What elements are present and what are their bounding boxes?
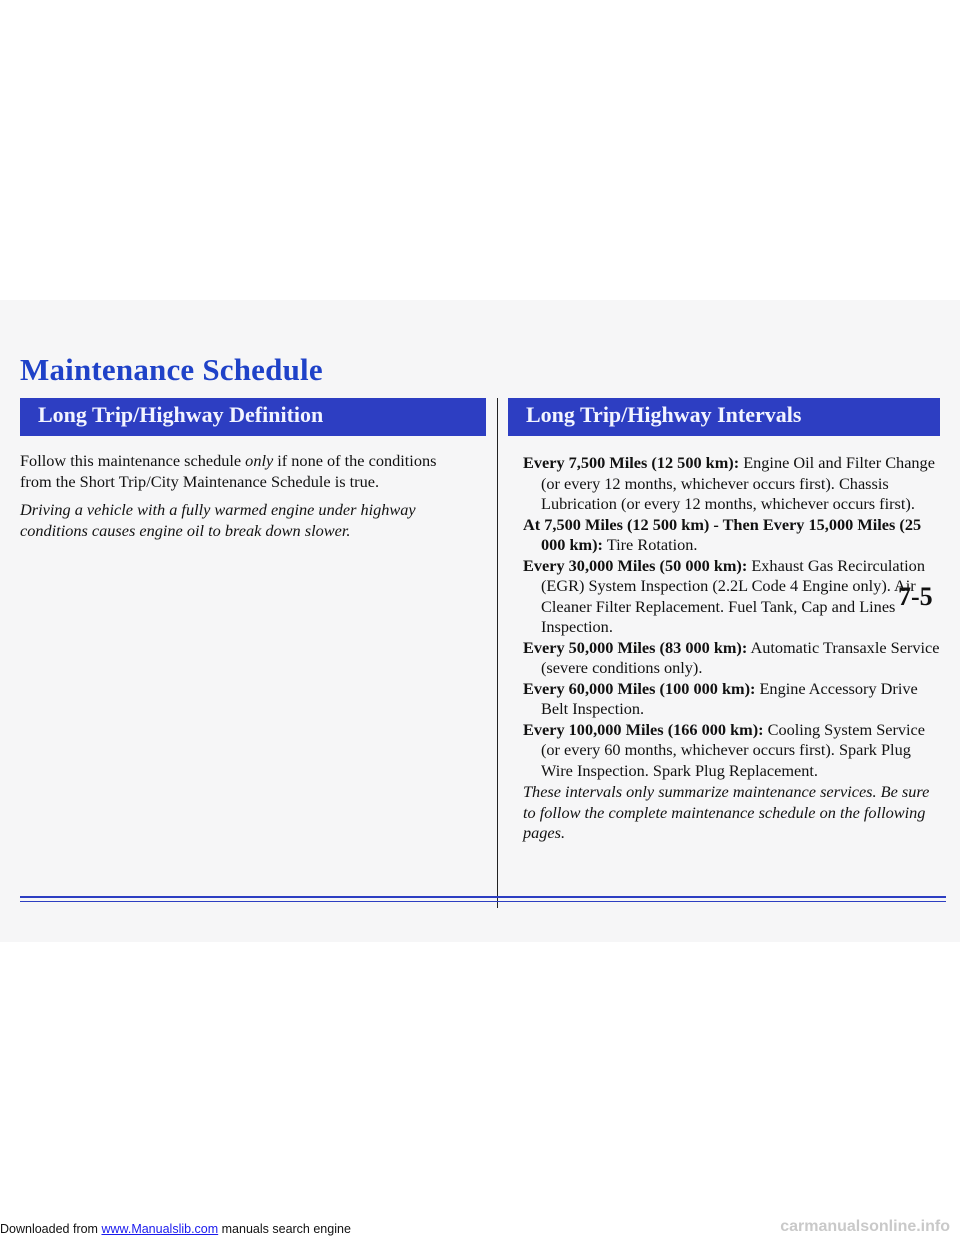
definition-paragraph [20, 451, 470, 492]
section-heading-definition: Long Trip/Highway Definition [20, 398, 486, 436]
intervals-column [523, 453, 943, 860]
download-footer [0, 1222, 351, 1236]
footer-suffix: manuals search engine [218, 1222, 351, 1236]
definition-note: Driving a vehicle with a fully warmed engine under highway conditions causes engine oil to break down slower. [20, 500, 416, 540]
definition-text-start: Follow this maintenance schedule [20, 451, 246, 470]
interval-entry [523, 515, 943, 556]
interval-entry [523, 453, 943, 515]
interval-text: Engine Oil and Filter Change (or every 12 months, whichever occurs first). Chassis Lubrication (or every 12 months, whichever occurs first). [541, 453, 935, 513]
page-title: Maintenance Schedule [20, 352, 323, 387]
interval-text: Automatic Transaxle Service (severe conditions only). [541, 637, 940, 677]
interval-label: Every 100,000 Miles (166 000 km): [523, 719, 764, 739]
rule-thick [20, 896, 946, 898]
interval-label: Every 7,500 Miles (12 500 km): [523, 453, 740, 472]
manual-page [0, 300, 960, 942]
interval-entry [523, 556, 943, 638]
interval-text: Engine Accessory Drive Belt Inspection. [541, 678, 918, 718]
rule-thin [20, 901, 946, 902]
manualslib-link[interactable]: www.Manualslib.com [101, 1222, 219, 1236]
definition-text-end: if none of the conditions from the Short Trip/City Maintenance Schedule is true. [20, 451, 437, 491]
interval-entry [523, 679, 943, 720]
watermark: carmanualsonline.info [780, 1218, 950, 1235]
footer-prefix: Downloaded from [0, 1222, 102, 1236]
interval-label: Every 30,000 Miles (50 000 km): [523, 555, 748, 575]
section-heading-intervals: Long Trip/Highway Intervals [508, 398, 940, 436]
page-number: 7-5 [898, 582, 933, 611]
interval-entry [523, 720, 943, 782]
column-divider [497, 398, 498, 908]
interval-label: Every 50,000 Miles (83 000 km): [523, 637, 748, 657]
definition-emphasis: only [245, 451, 274, 470]
interval-label: Every 60,000 Miles (100 000 km): [523, 678, 756, 698]
interval-entry [523, 638, 943, 679]
interval-label: At 7,500 Miles (12 500 km) - Then Every 15,000 Miles (25 000 km): [523, 514, 922, 554]
intervals-note: These intervals only summarize maintenance services. Be sure to follow the complete maintenance schedule on the following pages. [523, 782, 930, 842]
interval-text: Cooling System Service (or every 60 months, whichever occurs first). Spark Plug Wire Inspection. Spark Plug Replacement. [541, 719, 926, 780]
interval-text: Tire Rotation. [602, 535, 698, 554]
interval-text: Exhaust Gas Recirculation (EGR) System Inspection (2.2L Code 4 Engine only). Air Cleaner Filter Replacement. Fuel Tank, Cap and Lines Inspection. [541, 555, 925, 636]
definition-column [20, 451, 470, 549]
